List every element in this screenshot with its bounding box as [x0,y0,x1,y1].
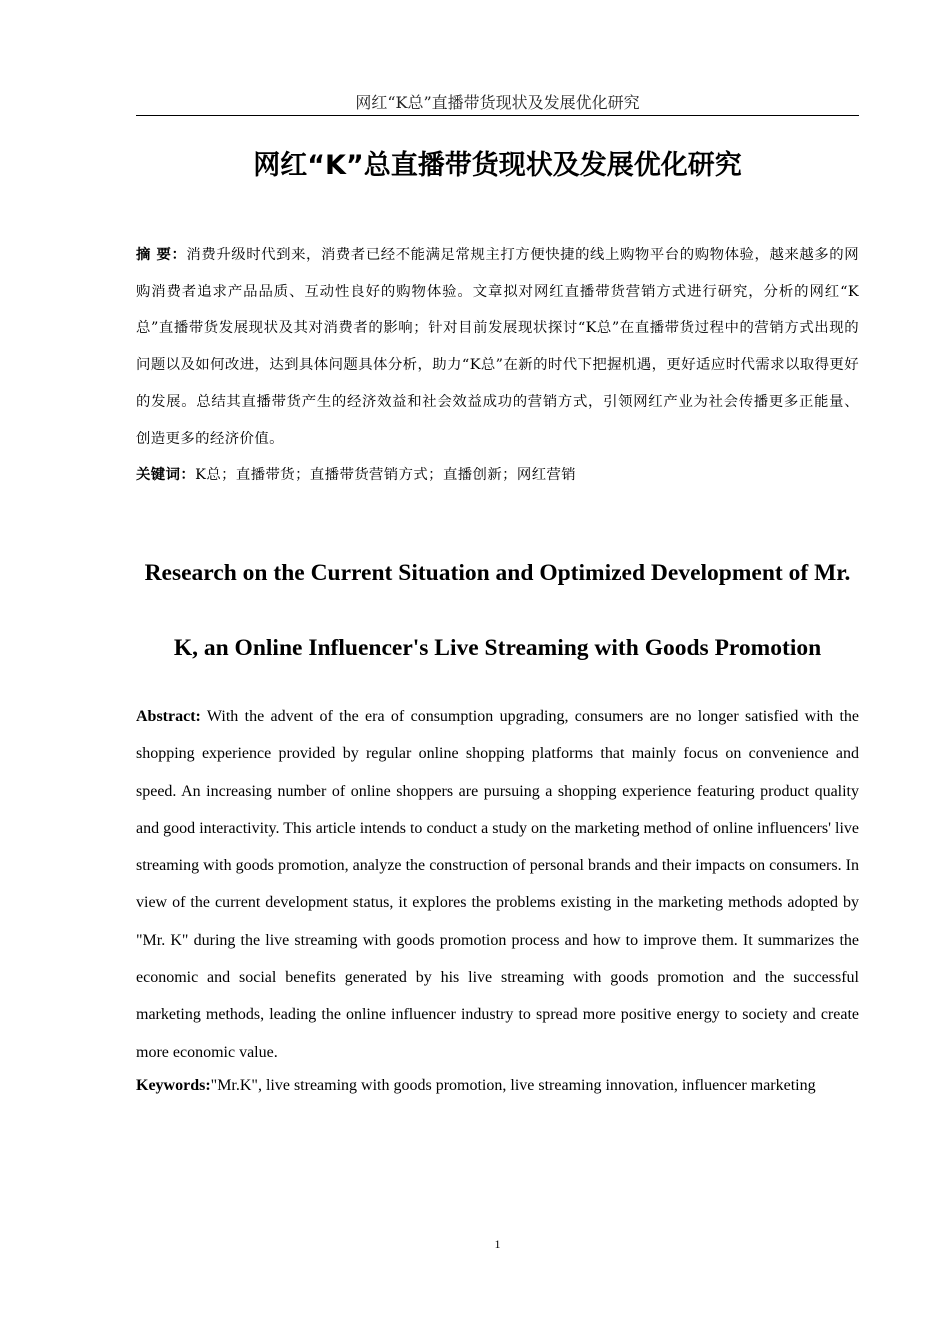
english-abstract-text: With the advent of the era of consumption upgrading, consumers are no longer satisfied with the shopping experience provided by regular online shopping platforms that mainly focus on convenience and speed. An increasing number of online shoppers are pursuing a shopping experience featuring product quality and good interactivity. This article intends to conduct a study on the marketing method of online influencers' live streaming with goods promotion, analyze the construction of personal brands and their impacts on consumers. In view of the current development status, it explores the problems existing in the marketing methods adopted by "Mr. K" during the live streaming with goods promotion process and how to improve them. It summarizes the economic and social benefits generated by his live streaming with goods promotion and the successful marketing methods, leading the online influencer industry to spread more positive energy to society and create more economic value. [136,708,859,1061]
english-title-line-1: Research on the Current Situation and Optimized Development of Mr. [144,560,851,586]
english-keywords [136,1074,876,1098]
chinese-keywords-text: K总；直播带货；直播带货营销方式；直播创新；网红营销 [195,467,577,483]
page-number: 1 [494,1237,501,1251]
chinese-keywords [136,462,859,488]
english-title [130,536,865,686]
english-abstract-label: Abstract: [136,708,201,725]
running-header: 网红“K总”直播带货现状及发展优化研究 [355,93,640,112]
english-title-line-2: K, an Online Influencer's Live Streaming with Goods Promotion [173,635,822,661]
header-rule [136,115,859,116]
chinese-keywords-label: 关键词： [136,466,196,483]
english-keywords-text: "Mr.K", live streaming with goods promotion, live streaming innovation, influencer marketing [210,1077,816,1094]
english-keywords-label: Keywords: [136,1077,211,1094]
chinese-abstract [136,237,859,457]
chinese-abstract-text: 消费升级时代到来，消费者已经不能满足常规主打方便快捷的线上购物平台的购物体验，越来越多的网购消费者追求产品品质、互动性良好的购物体验。文章拟对网红直播带货营销方式进行研究，分析的网红“K总”直播带货发展现状及其对消费者的影响；针对目前发展现状探讨“K总”在直播带货过程中的营销方式出现的问题以及如何改进，达到具体问题具体分析，助力“K总”在新的时代下把握机遇，更好适应时代需求以取得更好的发展。总结其直播带货产生的经济效益和社会效益成功的营销方式，引领网红产业为社会传播更多正能量、创造更多的经济价值。 [136,247,859,447]
chinese-abstract-label: 摘 要： [136,246,187,263]
chinese-title: 网红“K”总直播带货现状及发展优化研究 [253,150,742,181]
english-abstract [136,698,859,1071]
